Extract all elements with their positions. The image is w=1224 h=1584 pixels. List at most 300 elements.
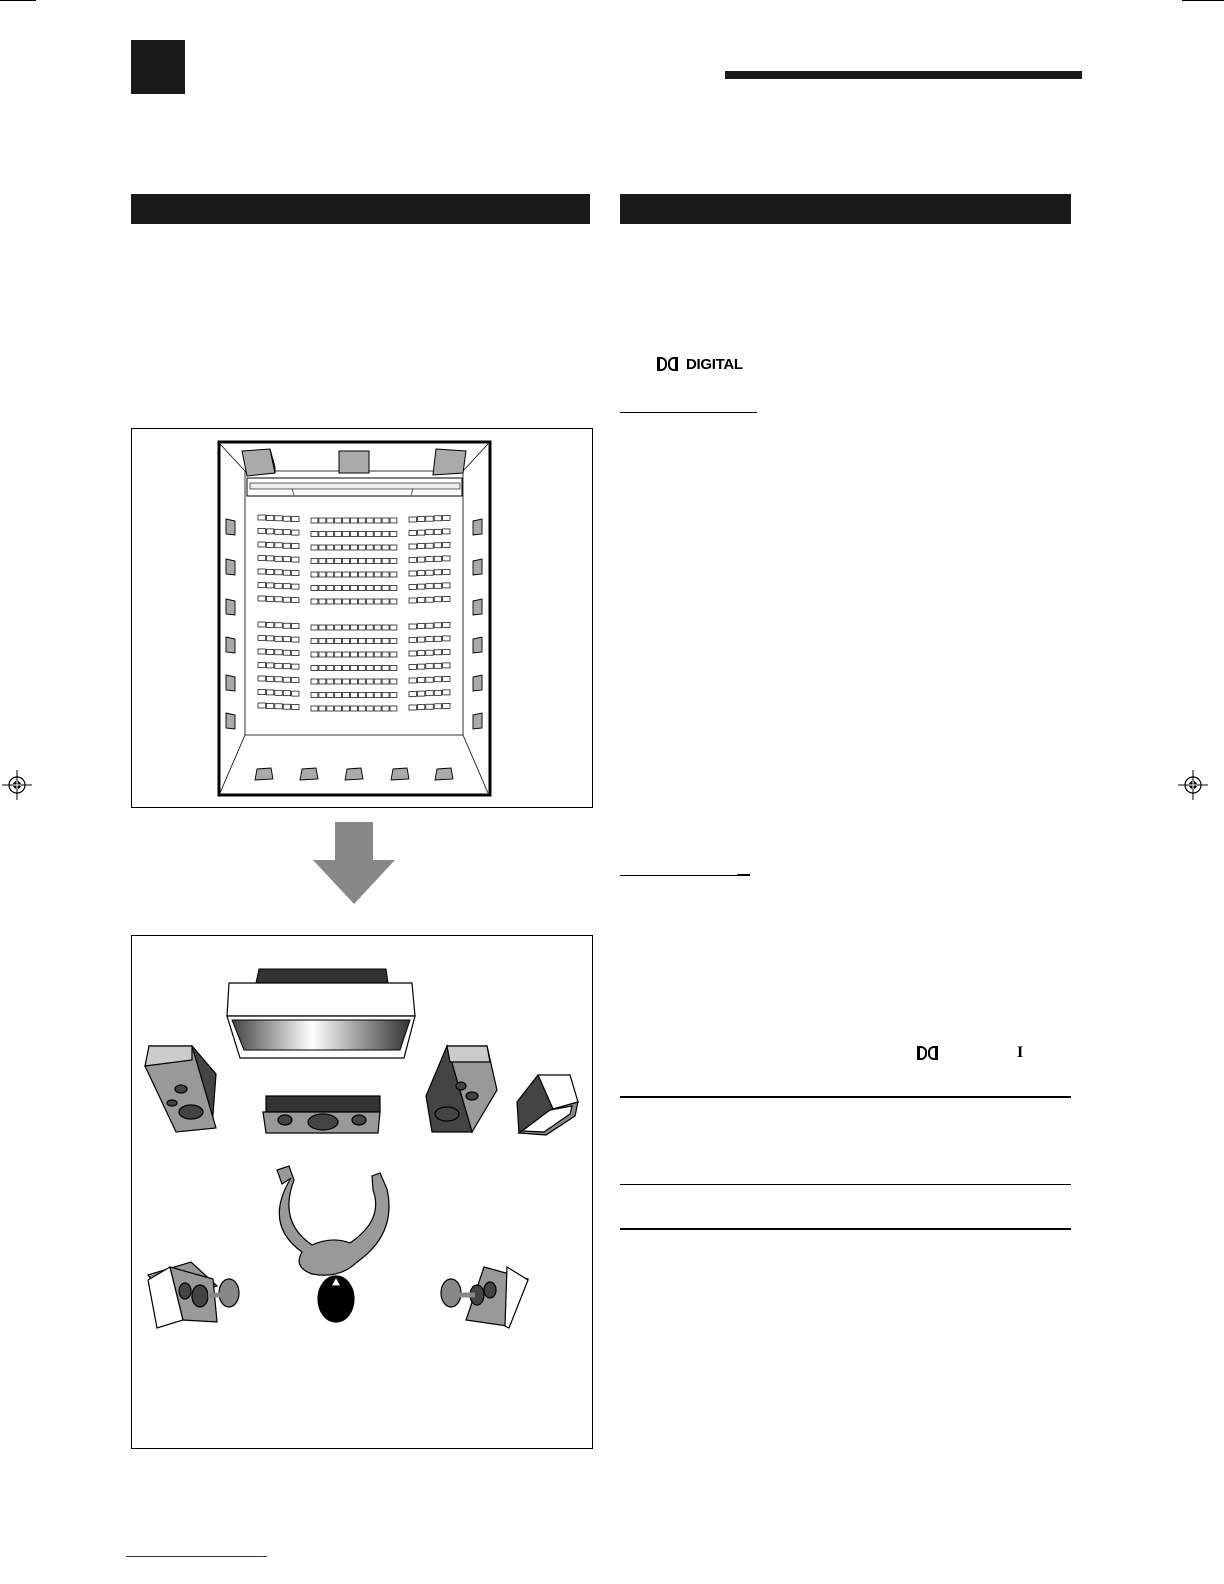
seat: [327, 559, 334, 564]
seat: [275, 704, 282, 709]
seat: [351, 652, 358, 657]
seat: [351, 532, 358, 537]
seat: [275, 583, 282, 588]
seat: [266, 542, 273, 547]
side-speaker: [473, 637, 482, 653]
seat: [258, 596, 265, 601]
seat: [382, 639, 389, 644]
seat: [374, 666, 381, 671]
seat: [335, 666, 342, 671]
seat: [390, 679, 397, 684]
seat: [275, 556, 282, 561]
seat: [443, 596, 450, 601]
seat: [327, 679, 334, 684]
seat: [417, 678, 424, 683]
seat: [390, 545, 397, 550]
seat: [335, 625, 342, 630]
television-icon: [227, 969, 415, 1058]
seat: [409, 571, 416, 576]
seat: [358, 599, 365, 604]
seat: [409, 665, 416, 670]
seat: [374, 518, 381, 523]
seat: [409, 678, 416, 683]
seat: [311, 545, 318, 550]
seat: [434, 623, 441, 628]
seat: [426, 704, 433, 709]
seat: [358, 545, 365, 550]
movie-theater-diagram: [132, 429, 591, 806]
seat: [351, 545, 358, 550]
seat: [311, 679, 318, 684]
seat: [343, 559, 350, 564]
seat: [266, 622, 273, 627]
seat: [382, 532, 389, 537]
seat: [390, 599, 397, 604]
seat: [382, 586, 389, 591]
side-speaker: [226, 519, 235, 535]
seat: [434, 663, 441, 668]
seat: [382, 679, 389, 684]
seat: [358, 559, 365, 564]
center-speaker-icon: [263, 1096, 380, 1133]
seat: [335, 518, 342, 523]
seat: [335, 586, 342, 591]
seat: [366, 666, 373, 671]
seat: [351, 639, 358, 644]
seat: [417, 544, 424, 549]
seat: [319, 518, 326, 523]
seat: [366, 572, 373, 577]
seat: [292, 678, 299, 683]
seat: [443, 690, 450, 695]
seat: [374, 679, 381, 684]
seat: [327, 639, 334, 644]
seat: [434, 650, 441, 655]
seat: [366, 679, 373, 684]
movie-theater-figure: [131, 428, 593, 808]
seat: [258, 529, 265, 534]
listener-icon: [277, 1166, 389, 1322]
dolby-logo-wordmark: DIGITAL: [686, 355, 743, 373]
seat: [343, 532, 350, 537]
seat: [358, 518, 365, 523]
double-d-small-icon: [917, 1046, 938, 1060]
seat: [319, 693, 326, 698]
seat: [434, 690, 441, 695]
seat: [417, 571, 424, 576]
seat: [311, 572, 318, 577]
seat: [417, 624, 424, 629]
seat: [343, 545, 350, 550]
seat: [443, 515, 450, 520]
seat: [266, 583, 273, 588]
seat: [390, 518, 397, 523]
seat: [366, 706, 373, 711]
seat: [283, 637, 290, 642]
seat: [319, 639, 326, 644]
surround-left-speaker-icon: [148, 1262, 239, 1328]
seat: [275, 570, 282, 575]
seat: [311, 652, 318, 657]
seat: [335, 572, 342, 577]
seat: [351, 706, 358, 711]
seat: [319, 572, 326, 577]
seat: [258, 690, 265, 695]
seat: [292, 624, 299, 629]
seat: [351, 518, 358, 523]
seat: [374, 652, 381, 657]
seat: [443, 636, 450, 641]
seat: [443, 622, 450, 627]
seat: [358, 666, 365, 671]
seat: [366, 559, 373, 564]
seat: [266, 649, 273, 654]
seat: [335, 559, 342, 564]
seat: [374, 572, 381, 577]
table-rule-bottom: [620, 1228, 1071, 1230]
side-speaker: [473, 675, 482, 691]
seat: [275, 529, 282, 534]
seat: [335, 693, 342, 698]
seat: [319, 532, 326, 537]
seat: [390, 652, 397, 657]
down-arrow-icon: [311, 820, 397, 906]
seat: [283, 691, 290, 696]
seat: [311, 559, 318, 564]
front-right-speaker-icon: [426, 1046, 497, 1132]
seat: [358, 652, 365, 657]
dolby-digital-logo: [657, 352, 757, 376]
seat: [327, 518, 334, 523]
seat: [258, 542, 265, 547]
seat: [275, 663, 282, 668]
seat: [434, 677, 441, 682]
seat: [409, 705, 416, 710]
seat: [258, 583, 265, 588]
seat: [283, 677, 290, 682]
seat: [417, 664, 424, 669]
seat: [351, 559, 358, 564]
side-speaker: [226, 637, 235, 653]
table-rule-middle: [620, 1184, 1071, 1185]
seat: [275, 543, 282, 548]
seat: [275, 623, 282, 628]
seat: [390, 572, 397, 577]
side-speaker: [226, 713, 235, 729]
seat: [351, 625, 358, 630]
crop-mark-top-right: [1182, 0, 1224, 1]
seat: [283, 516, 290, 521]
seat: [417, 517, 424, 522]
registration-mark-right-icon: [1178, 770, 1208, 800]
seat: [390, 559, 397, 564]
seat: [266, 529, 273, 534]
seat: [434, 636, 441, 641]
seat: [283, 664, 290, 669]
seat: [343, 586, 350, 591]
seat: [443, 703, 450, 708]
seat: [417, 530, 424, 535]
seat: [426, 691, 433, 696]
seat: [343, 679, 350, 684]
seat: [266, 515, 273, 520]
seat: [434, 704, 441, 709]
seat: [443, 556, 450, 561]
seat: [426, 543, 433, 548]
right-section-heading-bar: [620, 194, 1071, 224]
seat: [266, 556, 273, 561]
seat: [366, 652, 373, 657]
seat: [382, 559, 389, 564]
seat: [366, 693, 373, 698]
seat: [434, 583, 441, 588]
seat: [327, 586, 334, 591]
seat: [417, 557, 424, 562]
seat: [409, 624, 416, 629]
seat: [319, 625, 326, 630]
seat: [426, 597, 433, 602]
seat: [343, 666, 350, 671]
seat: [417, 584, 424, 589]
side-speaker: [226, 559, 235, 575]
seat: [335, 652, 342, 657]
seat: [292, 584, 299, 589]
seat: [258, 622, 265, 627]
seat: [351, 599, 358, 604]
seat: [382, 572, 389, 577]
seat: [335, 545, 342, 550]
seat: [390, 666, 397, 671]
seat: [374, 693, 381, 698]
seat: [319, 586, 326, 591]
crop-mark-top-left: [0, 0, 36, 1]
rear-speaker: [300, 768, 318, 780]
seat: [275, 690, 282, 695]
seat: [319, 652, 326, 657]
left-section-heading-bar: [131, 194, 590, 224]
seat: [443, 649, 450, 654]
seat: [283, 704, 290, 709]
seat: [434, 529, 441, 534]
rear-speaker: [391, 768, 409, 780]
seat: [319, 559, 326, 564]
seat: [417, 651, 424, 656]
seat: [426, 530, 433, 535]
seat: [275, 677, 282, 682]
seat: [351, 693, 358, 698]
seat: [409, 598, 416, 603]
seat: [351, 666, 358, 671]
seat: [292, 557, 299, 562]
table-rule-top: [620, 1096, 1071, 1098]
seat: [443, 583, 450, 588]
seat: [382, 545, 389, 550]
side-speaker: [226, 675, 235, 691]
seat: [266, 569, 273, 574]
seat: [417, 705, 424, 710]
seat: [292, 691, 299, 696]
seat: [335, 532, 342, 537]
seat: [283, 597, 290, 602]
seat: [258, 703, 265, 708]
seat: [417, 637, 424, 642]
home-theater-figure: [131, 935, 593, 1449]
seat: [292, 705, 299, 710]
seat: [434, 516, 441, 521]
seat: [417, 598, 424, 603]
seat: [311, 599, 318, 604]
seat: [434, 556, 441, 561]
seat: [292, 598, 299, 603]
seat: [382, 652, 389, 657]
seat: [275, 636, 282, 641]
seat: [283, 570, 290, 575]
seat: [292, 637, 299, 642]
rear-speaker: [435, 768, 453, 780]
seat: [327, 532, 334, 537]
seat: [266, 676, 273, 681]
seat: [443, 663, 450, 668]
seat: [443, 676, 450, 681]
seat: [390, 532, 397, 537]
seat: [426, 557, 433, 562]
seat: [335, 599, 342, 604]
seat: [327, 652, 334, 657]
seat: [426, 650, 433, 655]
subwoofer-icon: [517, 1075, 578, 1135]
seat: [358, 706, 365, 711]
header-rule: [725, 71, 1082, 79]
side-speaker: [226, 599, 235, 615]
seat: [327, 706, 334, 711]
seat: [327, 666, 334, 671]
home-theater-diagram: [132, 936, 591, 1447]
seat: [292, 571, 299, 576]
seat: [434, 570, 441, 575]
seat: [382, 693, 389, 698]
seat: [258, 515, 265, 520]
seat: [319, 599, 326, 604]
seat: [343, 572, 350, 577]
seat: [266, 636, 273, 641]
seat: [275, 597, 282, 602]
seat: [311, 518, 318, 523]
seat: [292, 517, 299, 522]
seat: [374, 545, 381, 550]
seat: [343, 652, 350, 657]
seat: [382, 666, 389, 671]
seat: [390, 706, 397, 711]
seat: [311, 625, 318, 630]
seat: [343, 693, 350, 698]
seat: [426, 584, 433, 589]
seat: [351, 679, 358, 684]
seat: [258, 569, 265, 574]
seat: [409, 638, 416, 643]
seat: [335, 639, 342, 644]
seat: [366, 599, 373, 604]
seat: [335, 706, 342, 711]
seat: [374, 599, 381, 604]
side-speaker: [473, 599, 482, 615]
seat: [443, 542, 450, 547]
seat: [390, 625, 397, 630]
seat: [283, 557, 290, 562]
seat: [417, 691, 424, 696]
seat: [266, 663, 273, 668]
seat: [283, 530, 290, 535]
seat: [358, 693, 365, 698]
seat: [351, 586, 358, 591]
seat: [443, 529, 450, 534]
seat: [258, 663, 265, 668]
seat: [283, 623, 290, 628]
seat: [390, 586, 397, 591]
seat: [311, 532, 318, 537]
seat: [382, 518, 389, 523]
seat: [409, 517, 416, 522]
seat: [366, 625, 373, 630]
seat: [327, 625, 334, 630]
seat: [292, 544, 299, 549]
seat: [292, 664, 299, 669]
seat: [374, 559, 381, 564]
seat: [374, 639, 381, 644]
seat: [311, 586, 318, 591]
seat: [292, 651, 299, 656]
seat: [409, 585, 416, 590]
side-speaker: [473, 519, 482, 535]
seat: [311, 693, 318, 698]
footer-underline: [126, 1556, 267, 1557]
seat: [319, 706, 326, 711]
seat: [258, 556, 265, 561]
seat: [426, 677, 433, 682]
seat: [366, 532, 373, 537]
double-d-icon: [657, 357, 678, 371]
seat: [390, 693, 397, 698]
rear-speaker: [345, 768, 363, 780]
seat: [319, 666, 326, 671]
seat: [374, 625, 381, 630]
seat: [327, 572, 334, 577]
seat: [374, 586, 381, 591]
seat: [258, 636, 265, 641]
rear-speaker: [255, 768, 273, 780]
seat: [343, 518, 350, 523]
seat: [343, 599, 350, 604]
seat: [434, 597, 441, 602]
seat: [327, 693, 334, 698]
seat: [275, 516, 282, 521]
seat: [283, 584, 290, 589]
seat: [358, 532, 365, 537]
seat: [311, 706, 318, 711]
seat: [258, 676, 265, 681]
seat: [283, 543, 290, 548]
seat: [366, 639, 373, 644]
seat: [366, 518, 373, 523]
seat: [366, 586, 373, 591]
seat: [409, 692, 416, 697]
seat: [327, 599, 334, 604]
seat: [426, 516, 433, 521]
seat: [358, 572, 365, 577]
seat: [319, 679, 326, 684]
seat: [426, 637, 433, 642]
seat: [343, 706, 350, 711]
seat: [426, 664, 433, 669]
